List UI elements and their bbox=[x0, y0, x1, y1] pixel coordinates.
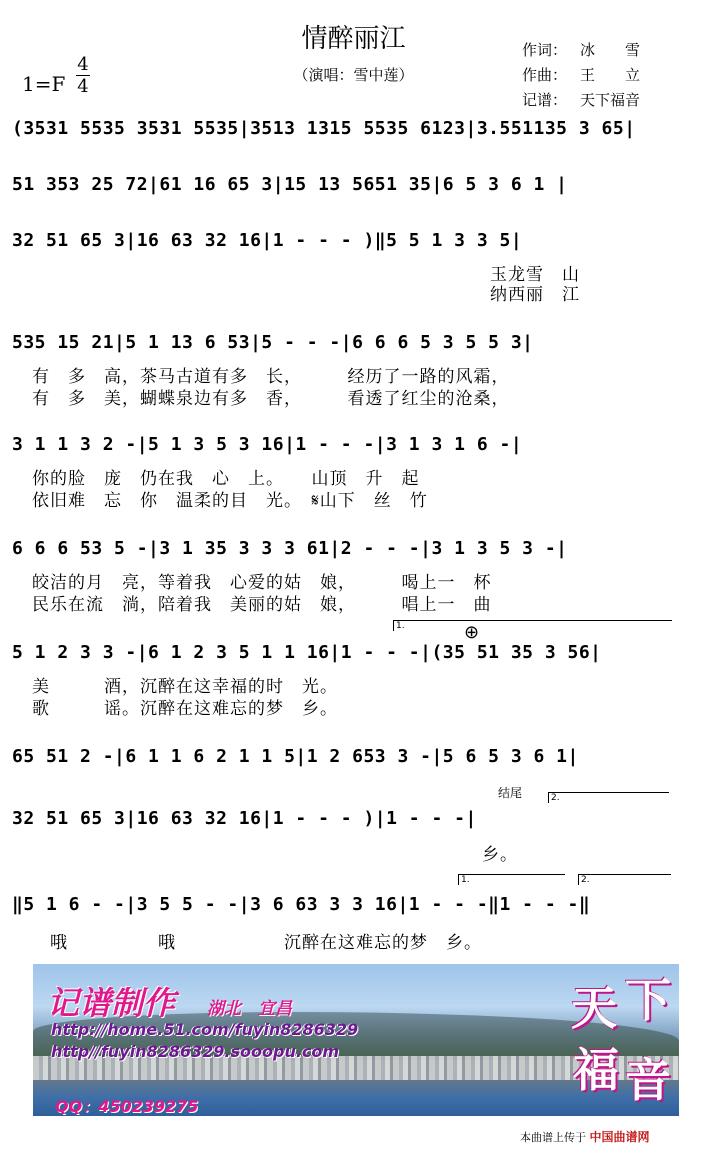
credit-value: 天下福音 bbox=[580, 91, 641, 109]
notation-line: ‖5 1 6 - -|3 5 5 - -|3 6 63 3 3 16|1 - - -‖1 - - -‖ bbox=[12, 894, 591, 915]
notation-line: 65 51 2 -|6 1 1 6 2 1 1 5|1 2 653 3 -|5 6 5 3 6 1| bbox=[12, 746, 579, 767]
brand-char: 天 bbox=[571, 981, 617, 1035]
banner-qq: QQ：450239275 bbox=[55, 1097, 199, 1116]
meter-bottom: 4 bbox=[77, 76, 89, 97]
score-line-3 bbox=[12, 230, 673, 258]
lyric-verse-1: 美 酒，沉醉在这幸福的时 光。 bbox=[32, 677, 338, 697]
lyric-line: 哦 哦 沉醉在这难忘的梦 乡。 bbox=[32, 933, 482, 953]
credits-block bbox=[522, 38, 640, 113]
volta-bracket-first: 1. bbox=[458, 874, 565, 885]
time-signature bbox=[76, 56, 90, 95]
lyric-verse-1: 你的脸 庞 仍在我 心 上。 山顶 升 起 bbox=[32, 469, 420, 489]
brand-char: 福 bbox=[573, 1043, 619, 1097]
credit-composer bbox=[522, 63, 640, 88]
lyric-verse-2: 民乐在流 淌，陪着我 美丽的姑 娘， 唱上一 曲 bbox=[32, 595, 492, 615]
score-line-8 bbox=[12, 746, 673, 774]
notation-line: 535 15 21|5 1 13 6 53|5 - - -|6 6 6 5 3 5 5 3| bbox=[12, 332, 534, 353]
transcriber-banner bbox=[33, 964, 679, 1116]
credit-value: 王 立 bbox=[580, 66, 641, 84]
notation-line: 32 51 65 3|16 63 32 16|1 - - - )‖5 5 1 3 3 5| bbox=[12, 230, 523, 251]
score-line-4 bbox=[12, 332, 673, 360]
score-line-10 bbox=[12, 894, 673, 922]
lyric-verse-1: 皎洁的月 亮，等着我 心爱的姑 娘， 喝上一 杯 bbox=[32, 573, 492, 593]
lyric-verse-1: 有 多 高，茶马古道有多 长， 经历了一路的风霜， bbox=[32, 367, 510, 387]
lyric-line: 乡。 bbox=[32, 845, 518, 865]
volta-bracket: 1. bbox=[393, 620, 672, 631]
key-signature: 1=F bbox=[22, 72, 66, 96]
coda-sign-icon: ⊕ bbox=[464, 622, 480, 643]
banner-url-2[interactable]: http//fuyin8286329.sooopu.com bbox=[51, 1042, 340, 1061]
credit-value: 冰 雪 bbox=[580, 41, 641, 59]
brand-char: 下 bbox=[625, 973, 671, 1027]
brand-char: 音 bbox=[625, 1053, 671, 1107]
credit-label: 作曲： bbox=[522, 66, 568, 84]
notation-line: 3 1 1 3 2 -|5 1 3 5 3 16|1 - - -|3 1 3 1 6 -| bbox=[12, 434, 523, 455]
credit-label: 记谱： bbox=[522, 91, 568, 109]
upload-footer bbox=[520, 1128, 650, 1145]
lyric-verse-2: 有 多 美，蝴蝶泉边有多 香， 看透了红尘的沧桑， bbox=[32, 389, 510, 409]
notation-line: 32 51 65 3|16 63 32 16|1 - - - )|1 - - -| bbox=[12, 808, 477, 829]
score-line-6 bbox=[12, 538, 673, 566]
credit-transcriber bbox=[522, 88, 640, 113]
score-line-5 bbox=[12, 434, 673, 462]
ending-label: 结尾 bbox=[498, 786, 523, 800]
notation-line: 6 6 6 53 5 -|3 1 35 3 3 3 61|2 - - -|3 1 3 5 3 -| bbox=[12, 538, 568, 559]
singer-subtitle: （演唱：雪中莲） bbox=[293, 66, 414, 84]
credit-label: 作词： bbox=[522, 41, 568, 59]
score-line-9 bbox=[12, 808, 673, 836]
lyric-verse-1: 玉龙雪 山 bbox=[490, 265, 580, 285]
page-title: 情醉丽江 bbox=[301, 24, 406, 54]
footer-site-link[interactable]: 中国曲谱网 bbox=[589, 1130, 650, 1144]
lyric-verse-2: 纳西丽 江 bbox=[490, 285, 580, 305]
banner-url-1[interactable]: http://home.51.com/fuyin8286329 bbox=[51, 1020, 359, 1039]
lyric-verse-2: 依旧难 忘 你 温柔的目 光。 𝄋山下 丝 竹 bbox=[32, 491, 428, 511]
credit-lyricist bbox=[522, 38, 640, 63]
score-line-2 bbox=[12, 174, 673, 202]
score-line-1 bbox=[12, 118, 673, 146]
volta-bracket: 2. bbox=[548, 792, 669, 803]
notation-line: (3531 5535 3531 5535|3513 1315 5535 6123|3.551135 3 65| bbox=[12, 118, 636, 139]
footer-text: 本曲谱上传于 bbox=[520, 1131, 586, 1144]
volta-bracket-second: 2. bbox=[578, 874, 671, 885]
notation-line: 51 353 25 72|61 16 65 3|15 13 5651 35|6 5 3 6 1 | bbox=[12, 174, 568, 195]
notation-line: 5 1 2 3 3 -|6 1 2 3 5 1 1 16|1 - - -|(35 51 35 3 56| bbox=[12, 642, 602, 663]
lyric-verse-2: 歌 谣。沉醉在这难忘的梦 乡。 bbox=[32, 699, 338, 719]
meter-top: 4 bbox=[77, 54, 89, 75]
banner-place: 湖北 宜昌 bbox=[207, 999, 292, 1019]
banner-title: 记谱制作 bbox=[47, 984, 176, 1022]
score-line-7 bbox=[12, 642, 673, 670]
